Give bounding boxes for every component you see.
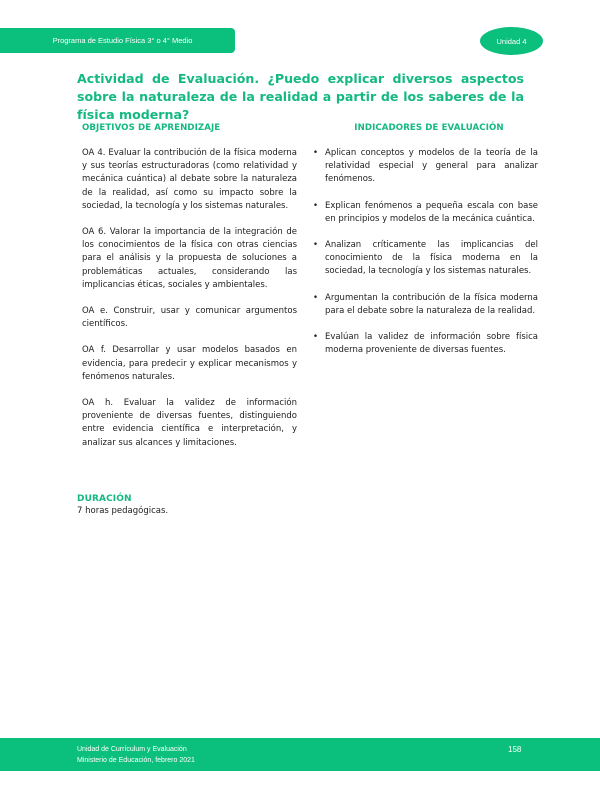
indicator-item bbox=[310, 200, 538, 226]
indicator-text: Explican fenómenos a pequeña escala con base en principios y modelos de la mecánica cuántica. bbox=[325, 200, 538, 224]
objective-item: OA 6. Valorar la importancia de la integración de los conocimientos de la física con otras ciencias para el análisis y la propuesta de soluciones a problemáticas actuales, considerando las implicancias éticas, sociales y ambientales. bbox=[82, 227, 297, 290]
objective-item: OA f. Desarrollar y usar modelos basados en evidencia, para predecir y explicar mecanismos y fenómenos naturales. bbox=[82, 345, 297, 382]
bullet-icon: • bbox=[313, 148, 319, 158]
unit-badge-label: Unidad 4 bbox=[496, 36, 527, 46]
objective-item: OA h. Evaluar la validez de información proveniente de diversas fuentes, distinguiendo entre evidencia científica e interpretación, y analizar sus alcances y limitaciones. bbox=[82, 398, 297, 448]
bullet-icon: • bbox=[313, 292, 319, 303]
bullet-icon: • bbox=[313, 332, 319, 343]
objectives-heading: OBJETIVOS DE APRENDIZAJE bbox=[82, 123, 221, 133]
indicators-column bbox=[310, 122, 538, 370]
program-header-bar bbox=[0, 28, 235, 53]
footer-line-ministry: Ministerio de Educación, febrero 2021 bbox=[77, 756, 195, 764]
bullet-icon: • bbox=[313, 240, 319, 251]
duration-heading: DURACIÓN bbox=[77, 494, 132, 504]
indicators-list bbox=[310, 147, 538, 357]
indicator-text: Evalúan la validez de información sobre física moderna proveniente de diversas fuentes. bbox=[325, 332, 538, 356]
indicators-heading: INDICADORES DE EVALUACIÓN bbox=[354, 123, 504, 133]
footer-line-unit: Unidad de Currículum y Evaluación bbox=[77, 746, 187, 753]
indicator-text: Aplican conceptos y modelos de la teoría de la relatividad especial y general para analizar fenómenos. bbox=[325, 148, 538, 185]
activity-title: Actividad de Evaluación. ¿Puedo explicar diversos aspectos sobre la naturaleza de la realidad a partir de los saberes de la física moderna? bbox=[77, 71, 524, 122]
unit-badge bbox=[480, 27, 543, 55]
footer-bar bbox=[0, 738, 600, 771]
bullet-icon: • bbox=[313, 200, 319, 211]
duration-section bbox=[77, 493, 277, 517]
indicator-item bbox=[310, 239, 538, 279]
indicator-item bbox=[310, 292, 538, 318]
objective-item: OA e. Construir, usar y comunicar argumentos científicos. bbox=[82, 306, 297, 330]
program-title: Programa de Estudio Física 3° o 4° Medio bbox=[52, 36, 193, 45]
duration-value: 7 horas pedagógicas. bbox=[77, 506, 169, 516]
indicator-item bbox=[310, 147, 538, 187]
indicator-item bbox=[310, 331, 538, 357]
page-number: 158 bbox=[508, 745, 522, 754]
footer-credits bbox=[77, 745, 195, 766]
indicator-text: Analizan críticamente las implicancias del conocimiento de la física moderna en la sociedad, la tecnología y los sistemas naturales. bbox=[325, 240, 538, 277]
objectives-column bbox=[82, 122, 297, 463]
indicator-text: Argumentan la contribución de la física moderna para el debate sobre la naturaleza de la realidad. bbox=[325, 292, 538, 316]
objective-item: OA 4. Evaluar la contribución de la física moderna y sus teorías estructuradoras (como relatividad y mecánica cuántica) al debate sobre la naturaleza de la realidad, así como su impacto sobre la sociedad, la tecnología y los sistemas naturales. bbox=[82, 148, 297, 211]
